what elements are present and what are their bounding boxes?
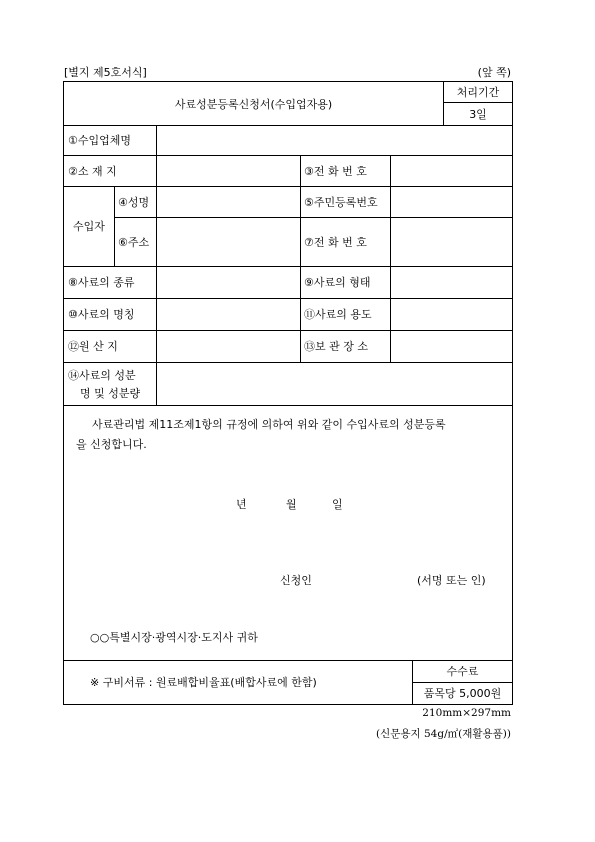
processing-period-value: 3일	[469, 107, 487, 121]
feed-name-label: ⑩사료의 명칭	[68, 308, 135, 321]
location-label: ②소 재 지	[68, 164, 117, 178]
applicant-input[interactable]	[326, 568, 414, 588]
origin-input[interactable]	[157, 331, 299, 361]
composition-label-line1: ⑭사료의 성분	[68, 369, 136, 382]
feed-use-input[interactable]	[391, 299, 512, 329]
paper-size: 210mm×297mm	[422, 707, 511, 719]
recipient-label: ○○특별시장·광역시장·도지사 귀하	[90, 631, 258, 644]
form-number: [별지 제5호서식]	[64, 66, 147, 79]
storage-input[interactable]	[391, 331, 512, 361]
origin-label: ⑫원 산 지	[68, 340, 118, 353]
fee-value: 품목당 5,000원	[423, 687, 502, 700]
required-documents: ※ 구비서류 : 원료배합비율표(배합사료에 한함)	[90, 676, 317, 689]
resident-number-input[interactable]	[391, 187, 512, 216]
importer-group-label: 수입자	[73, 220, 105, 233]
page-side-label: (앞 쪽)	[477, 66, 511, 79]
feed-form-input[interactable]	[391, 267, 512, 297]
phone-input[interactable]	[391, 156, 512, 185]
processing-period-label: 처리기간	[456, 86, 500, 99]
application-form	[63, 81, 513, 705]
name-label: ④성명	[118, 195, 150, 209]
statement-line2: 을 신청합니다.	[76, 438, 147, 451]
importer-name-input[interactable]	[157, 126, 512, 154]
importer-phone-input[interactable]	[391, 218, 512, 265]
signature-label: (서명 또는 인)	[417, 574, 486, 587]
phone-label: ③전 화 번 호	[304, 164, 367, 178]
composition-input[interactable]	[157, 363, 512, 404]
fee-label: 수수료	[446, 665, 479, 678]
storage-label: ⑬보 관 장 소	[304, 340, 368, 353]
feed-name-input[interactable]	[157, 299, 299, 329]
location-input[interactable]	[157, 156, 299, 185]
address-label: ⑥주소	[118, 235, 150, 249]
paper-spec: (신문용지 54g/㎡(재활용품))	[376, 728, 511, 740]
feed-use-label: ⑪사료의 용도	[304, 308, 372, 321]
applicant-label: 신청인	[280, 574, 312, 587]
month-label: 월	[286, 498, 297, 511]
feed-type-label: ⑧사료의 종류	[68, 276, 135, 289]
name-input[interactable]	[157, 187, 299, 216]
form-title: 사료성분등록신청서(수입업자용)	[174, 97, 333, 111]
importer-name-label: ①수입업체명	[68, 134, 131, 147]
importer-phone-label: ⑦전 화 번 호	[304, 235, 367, 249]
resident-number-label: ⑤주민등록번호	[304, 195, 378, 209]
feed-form-label: ⑨사료의 형태	[304, 276, 371, 289]
statement-line1: 사료관리법 제11조제1항의 규정에 의하여 위와 같이 수입사료의 성분등록	[92, 418, 446, 431]
composition-label-line2: 명 및 성분량	[80, 387, 141, 400]
feed-type-input[interactable]	[157, 267, 299, 297]
address-input[interactable]	[157, 218, 299, 265]
year-label: 년	[236, 498, 247, 511]
day-label: 일	[332, 498, 343, 511]
